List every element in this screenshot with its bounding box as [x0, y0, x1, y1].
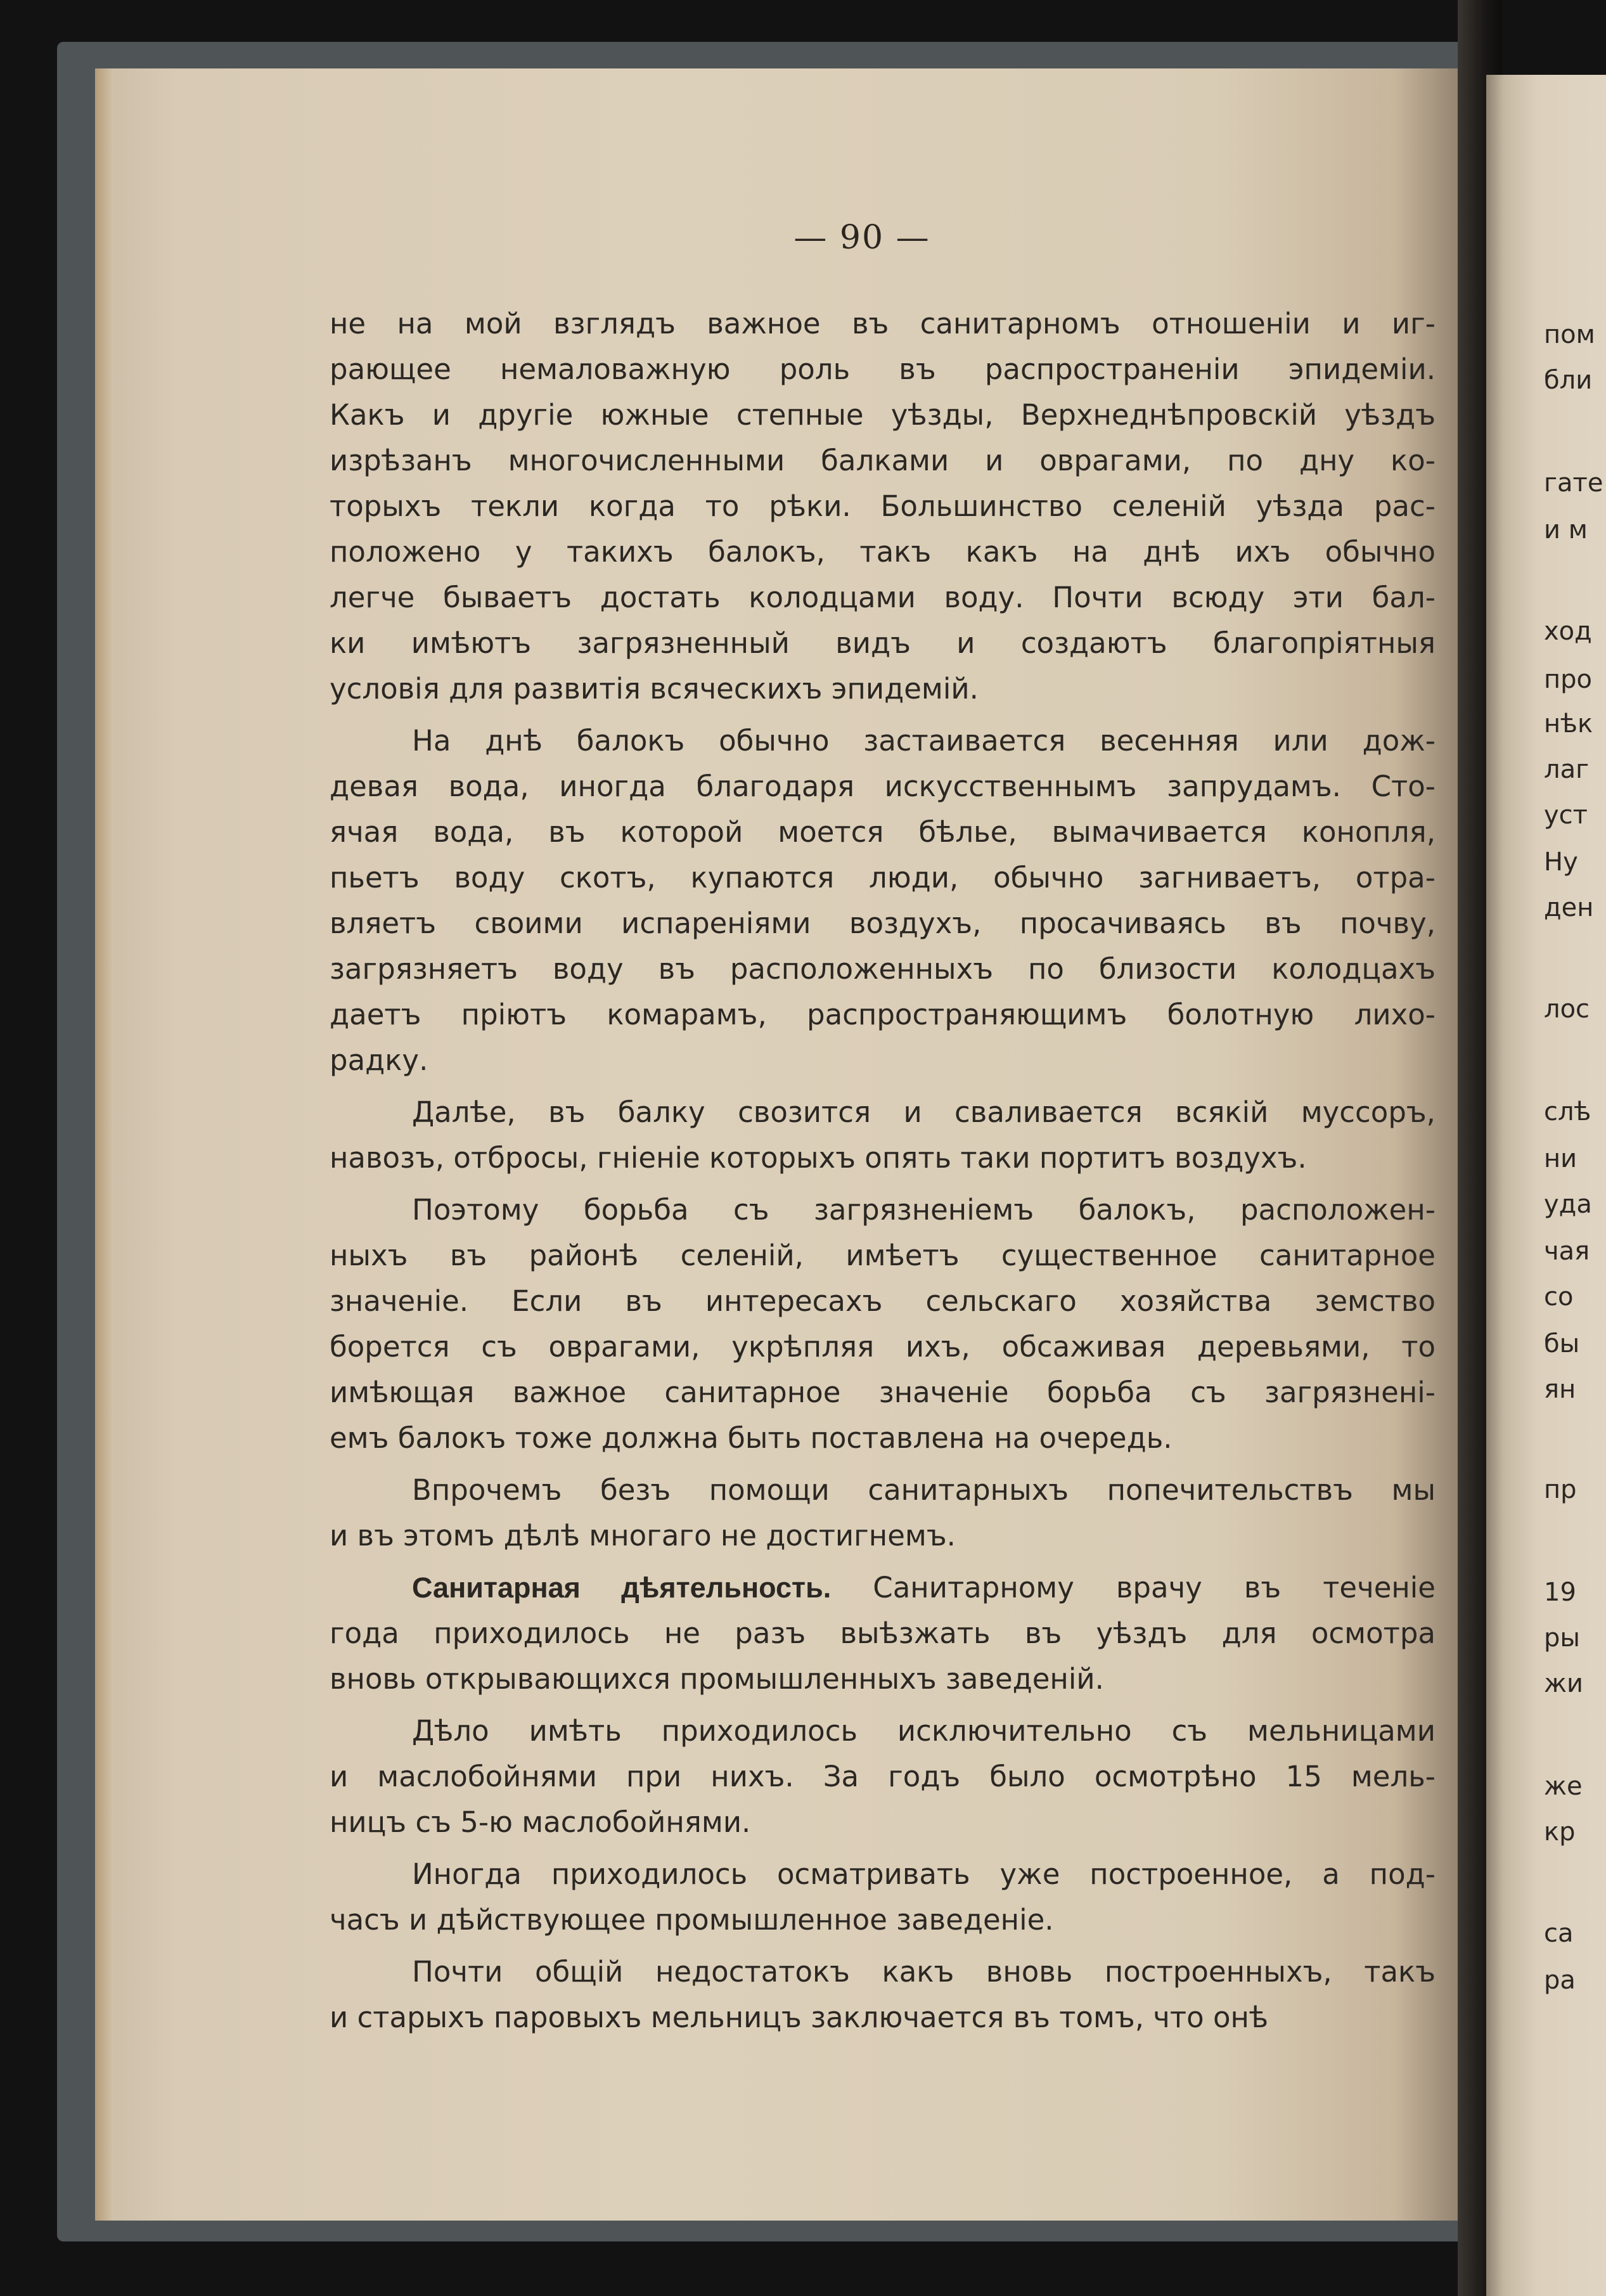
- right-page-fragment: же: [1544, 1772, 1583, 1801]
- right-page-fragment: ден: [1544, 893, 1594, 922]
- text-line-content: борется съ оврагами, укрѣпляя ихъ, обсаживая деревьями, то: [330, 1330, 1436, 1364]
- paragraph: [330, 718, 1436, 1083]
- text-line-content: вляетъ своими испаренiями воздухъ, просачиваясь въ почву,: [330, 906, 1436, 940]
- right-page-fragment: 19: [1544, 1578, 1576, 1607]
- right-page-fragment: лос: [1544, 995, 1590, 1024]
- text-line-content: значенiе. Если въ интересахъ сельскаго хозяйства земство: [330, 1284, 1436, 1318]
- text-line: [330, 1800, 1436, 1845]
- right-page-fragment: пом: [1544, 320, 1595, 349]
- right-page-fragment: лаг: [1544, 755, 1590, 784]
- text-line-content: На днѣ балокъ обычно застаивается весенняя или дож-: [412, 724, 1436, 758]
- text-line: [330, 1754, 1436, 1800]
- text-line: [330, 809, 1436, 855]
- right-page-fragment: бли: [1544, 366, 1593, 395]
- paragraph: [330, 1090, 1436, 1181]
- paragraph: [330, 1852, 1436, 1943]
- text-line-content: и старыхъ паровыхъ мельницъ заключается въ томъ, что онѣ: [330, 2001, 1269, 2034]
- paragraph: [330, 1187, 1436, 1461]
- text-line-content: радку.: [330, 1043, 428, 1077]
- text-line-content: ницъ съ 5-ю маслобойнями.: [330, 1805, 751, 1839]
- text-line-content: не на мой взглядъ важное въ санитарномъ отношенiи и иг-: [330, 307, 1436, 340]
- text-line: [330, 1995, 1436, 2041]
- text-line-content: пьетъ воду скотъ, купаются люди, обычно загниваетъ, отра-: [330, 861, 1436, 894]
- text-line: [330, 1135, 1436, 1181]
- text-line: [330, 1949, 1436, 1995]
- text-line: [330, 1279, 1436, 1324]
- text-line: [330, 1656, 1436, 1702]
- right-page-fragment: уда: [1544, 1190, 1592, 1219]
- section-heading: Санитарная дѣятельность.: [412, 1571, 832, 1604]
- paragraph: [330, 1708, 1436, 1845]
- text-line-content: положено у такихъ балокъ, такъ какъ на днѣ ихъ обычно: [330, 535, 1436, 569]
- right-page-fragment: ры: [1544, 1623, 1580, 1653]
- right-page-fragment: бы: [1544, 1329, 1580, 1358]
- text-line: [330, 621, 1436, 666]
- text-line: [330, 992, 1436, 1038]
- right-page-fragment: жи: [1544, 1669, 1584, 1698]
- text-line: [330, 1611, 1436, 1656]
- text-line: [330, 1187, 1436, 1233]
- text-line-content: девая вода, иногда благодаря искусственнымъ запрудамъ. Сто-: [330, 770, 1436, 803]
- text-line: [330, 901, 1436, 946]
- text-line-content: условiя для развитiя всяческихъ эпидемiй.: [330, 672, 979, 706]
- text-line: [330, 718, 1436, 764]
- text-line: [330, 1565, 1436, 1611]
- right-page-fragment: уст: [1544, 801, 1588, 830]
- text-line: [330, 1467, 1436, 1513]
- page-edge: [95, 68, 114, 2221]
- paragraph: [330, 1565, 1436, 1702]
- text-line-content: Дѣло имѣть приходилось исключительно съ мельницами: [412, 1714, 1436, 1748]
- right-page-fragment: слѣ: [1544, 1097, 1591, 1126]
- text-line: [330, 1233, 1436, 1279]
- text-line: [330, 1090, 1436, 1135]
- text-line: [330, 1897, 1436, 1943]
- text-line: [330, 301, 1436, 347]
- text-line-content: Поэтому борьба съ загрязненiемъ балокъ, расположен-: [412, 1193, 1436, 1227]
- text-line: [330, 1513, 1436, 1559]
- text-line: [330, 946, 1436, 992]
- text-line-content: имѣющая важное санитарное значенiе борьба съ загрязненi-: [330, 1376, 1436, 1409]
- text-line-content: года приходилось не разъ выѣзжать въ уѣздъ для осмотра: [330, 1616, 1436, 1650]
- text-line-content: торыхъ текли когда то рѣки. Большинство селенiй уѣзда рас-: [330, 489, 1436, 523]
- right-page-fragment: са: [1544, 1919, 1574, 1948]
- paragraph: [330, 1949, 1436, 2041]
- text-line-content: Иногда приходилось осматривать уже построенное, а под-: [412, 1857, 1436, 1891]
- right-page-fragment: и м: [1544, 515, 1588, 545]
- text-line: [330, 484, 1436, 529]
- right-page-fragment: ра: [1544, 1966, 1576, 1995]
- text-line: [330, 392, 1436, 438]
- text-line: [330, 1324, 1436, 1370]
- text-line: [330, 438, 1436, 484]
- text-line-content: рающее немаловажную роль въ распространенiи эпидемiи.: [330, 352, 1436, 386]
- text-line-content: ныхъ въ районѣ селенiй, имѣетъ существенное санитарное: [330, 1239, 1436, 1272]
- text-line-content: даетъ прiютъ комарамъ, распространяющимъ болотную лихо-: [330, 998, 1436, 1031]
- text-line: [330, 1370, 1436, 1416]
- right-page-fragment: чая: [1544, 1237, 1590, 1266]
- text-line-content: легче бываетъ достать колодцами воду. Почти всюду эти бал-: [330, 581, 1436, 614]
- text-line-content: Почти общiй недостатокъ какъ вновь построенныхъ, такъ: [412, 1955, 1436, 1989]
- text-line: [330, 855, 1436, 901]
- text-line: [330, 529, 1436, 575]
- text-line: [330, 1852, 1436, 1897]
- text-line: [330, 575, 1436, 621]
- page-body-text: [330, 301, 1436, 2047]
- text-line: [330, 1416, 1436, 1461]
- text-line: [330, 1708, 1436, 1754]
- paragraph: [330, 1467, 1436, 1559]
- text-line-content: вновь открывающихся промышленныхъ заведенiй.: [330, 1662, 1104, 1696]
- text-line-content: изрѣзанъ многочисленными балками и оврагами, по дну ко-: [330, 444, 1436, 477]
- right-page-fragment: кр: [1544, 1817, 1576, 1847]
- text-line-content: Далѣе, въ балку свозится и сваливается всякiй муссоръ,: [412, 1095, 1436, 1129]
- right-page-fragment: пр: [1544, 1475, 1577, 1504]
- text-line: [330, 1038, 1436, 1083]
- text-line-content: загрязняетъ воду въ расположенныхъ по близости колодцахъ: [330, 952, 1436, 986]
- text-line-content: ки имѣютъ загрязненный видъ и создаютъ благопрiятныя: [330, 626, 1436, 660]
- right-page-fragment: со: [1544, 1282, 1574, 1312]
- page-number: — 90 —: [793, 219, 930, 257]
- text-line-content: Впрочемъ безъ помощи санитарныхъ попечительствъ мы: [412, 1473, 1436, 1507]
- text-line-content: и въ этомъ дѣлѣ многаго не достигнемъ.: [330, 1519, 956, 1552]
- right-page-fragment: Ну: [1544, 848, 1578, 877]
- text-line: [330, 666, 1436, 712]
- right-page-fragment: про: [1544, 665, 1593, 694]
- right-page-fragment: гате: [1544, 468, 1603, 498]
- text-line: [330, 764, 1436, 809]
- right-page-text-fragments: [1544, 0, 1606, 2296]
- text-line-content: и маслобойнями при нихъ. За годъ было осмотрѣно 15 мель-: [330, 1760, 1436, 1793]
- paragraph: [330, 301, 1436, 712]
- right-page-fragment: нѣк: [1544, 709, 1593, 738]
- text-line-content: Какъ и другiе южные степные уѣзды, Верхнеднѣпровскiй уѣздъ: [330, 398, 1436, 432]
- right-page-fragment: ни: [1544, 1144, 1577, 1173]
- text-line: [330, 347, 1436, 392]
- text-line-content: навозъ, отбросы, гнiенiе которыхъ опять таки портитъ воздухъ.: [330, 1141, 1307, 1175]
- text-line-content: Санитарному врачу въ теченiе: [831, 1571, 1436, 1604]
- text-line-content: ячая вода, въ которой моется бѣлье, вымачивается конопля,: [330, 815, 1436, 849]
- text-line-content: емъ балокъ тоже должна быть поставлена на очередь.: [330, 1421, 1172, 1455]
- right-page-fragment: ход: [1544, 617, 1592, 646]
- right-page-fragment: ян: [1544, 1375, 1576, 1404]
- text-line-content: часъ и дѣйствующее промышленное заведенiе.: [330, 1903, 1054, 1937]
